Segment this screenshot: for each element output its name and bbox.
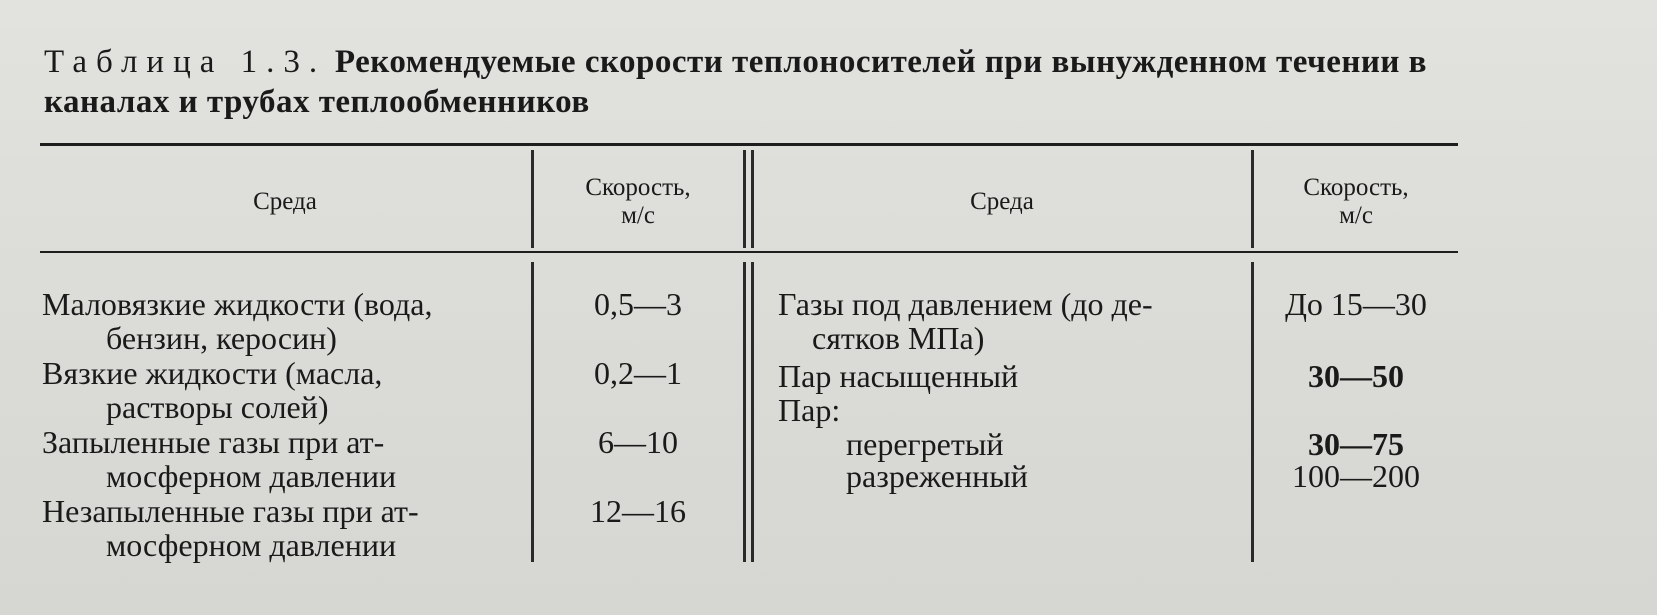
header-medium-left: Среда [253,188,317,215]
center-double-divider [743,150,746,248]
right-row-4-speed: 30—75 [1308,426,1404,462]
header-speed-right [1254,174,1458,230]
right-row-1-speed: До 15—30 [1285,286,1427,322]
right-row-2-speed: 30—50 [1308,358,1404,394]
center-double-divider [751,262,754,562]
table-title: Рекомендуемые скорости теплоносителей при вынужденном течении в каналах и трубах теплообменников [44,44,1427,120]
left-row-1-speed: 0,5—3 [594,286,682,322]
left-row-1-medium-line2: бензин, керосин) [106,320,337,356]
left-row-2-medium-line2: растворы солей) [106,389,329,425]
left-row-1-medium [42,287,497,355]
right-row-5-speed: 100—200 [1292,458,1420,494]
table-caption [44,42,1464,122]
left-row-1-medium-line1: Маловязкие жидкости (вода, [42,286,433,322]
left-row-4-medium [42,494,497,562]
header-speed-right-line2: м/с [1339,202,1373,229]
left-row-4-speed: 12—16 [590,493,686,529]
right-row-3-medium: Пар: [778,392,841,428]
header-speed-right-line1: Скорость, [1303,174,1409,201]
left-row-3-medium-line1: Запыленные газы при ат- [42,424,385,460]
header-medium-right: Среда [970,188,1034,215]
left-row-2-medium [42,356,497,424]
header-speed-left [534,174,742,230]
right-row-4-medium: перегретый [846,426,1004,462]
left-row-3-medium-line2: мосферном давлении [106,458,397,494]
header-rule [40,251,1458,253]
left-row-4-medium-line2: мосферном давлении [106,527,397,563]
right-row-1-medium-line1: Газы под давлением (до де- [778,286,1153,322]
left-row-4-medium-line1: Незапыленные газы при ат- [42,493,419,529]
top-rule [40,143,1458,146]
left-row-3-medium [42,425,497,493]
header-speed-left-line2: м/с [621,202,655,229]
left-row-3-speed: 6—10 [598,424,678,460]
header-speed-left-line1: Скорость, [585,174,691,201]
right-row-2-medium: Пар насыщенный [778,358,1019,394]
right-row-5-medium: разреженный [846,458,1028,494]
left-row-2-speed: 0,2—1 [594,355,682,391]
right-row-1-medium-line2: сятков МПа) [812,320,985,356]
left-row-2-medium-line1: Вязкие жидкости (масла, [42,355,383,391]
center-double-divider [743,262,746,562]
right-row-1-medium [778,287,1240,355]
table-number: Таблица 1.3. [44,44,327,80]
